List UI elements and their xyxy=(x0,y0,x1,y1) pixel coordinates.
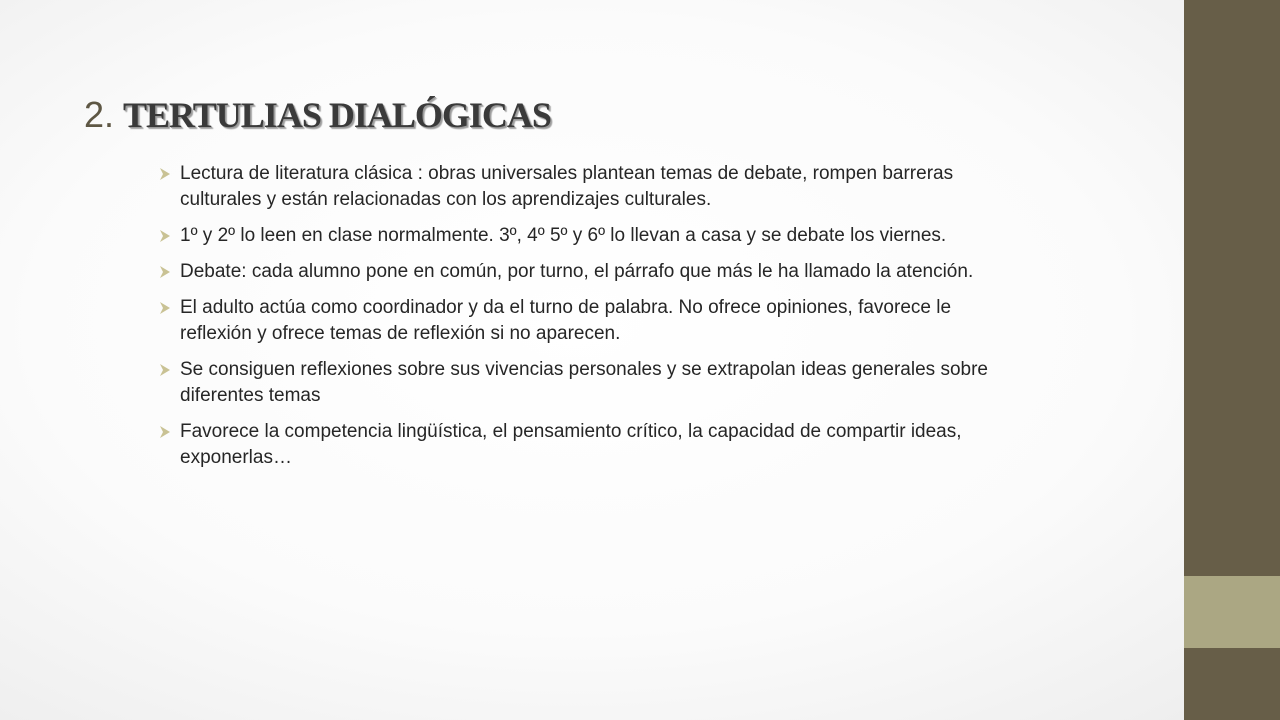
list-item xyxy=(158,357,1018,409)
bullet-text: El adulto actúa como coordinador y da el turno de palabra. No ofrece opiniones, favorece le reflexión y ofrece temas de reflexión si no aparecen. xyxy=(180,297,952,344)
list-item xyxy=(158,223,1018,249)
bullet-list xyxy=(158,161,1018,481)
list-item xyxy=(158,419,1018,471)
sidebar-block-top xyxy=(1184,0,1280,576)
decorative-sidebar xyxy=(1184,0,1280,720)
sidebar-block-bottom xyxy=(1184,648,1280,720)
arrow-bullet-icon xyxy=(158,301,172,315)
list-item xyxy=(158,259,1018,285)
arrow-bullet-icon xyxy=(158,229,172,243)
arrow-bullet-icon xyxy=(158,363,172,377)
arrow-bullet-icon xyxy=(158,167,172,181)
list-item xyxy=(158,161,1018,213)
bullet-text: Se consiguen reflexiones sobre sus vivencias personales y se extrapolan ideas generales sobre diferentes temas xyxy=(180,359,988,406)
arrow-bullet-icon xyxy=(158,425,172,439)
title-number: 2. xyxy=(84,94,115,135)
title-text: TERTULIAS DIALÓGICAS xyxy=(123,95,551,135)
sidebar-block-middle xyxy=(1184,576,1280,648)
bullet-text: Lectura de literatura clásica : obras universales plantean temas de debate, rompen barreras culturales y están relacionadas con los aprendizajes culturales. xyxy=(180,163,954,210)
bullet-text: Debate: cada alumno pone en común, por turno, el párrafo que más le ha llamado la atención. xyxy=(180,261,974,282)
bullet-text: 1º y 2º lo leen en clase normalmente. 3º, 4º 5º y 6º lo llevan a casa y se debate los viernes. xyxy=(180,225,947,246)
slide-title xyxy=(84,88,551,142)
bullet-text: Favorece la competencia lingüística, el pensamiento crítico, la capacidad de compartir ideas, exponerlas… xyxy=(180,421,962,468)
arrow-bullet-icon xyxy=(158,265,172,279)
list-item xyxy=(158,295,1018,347)
